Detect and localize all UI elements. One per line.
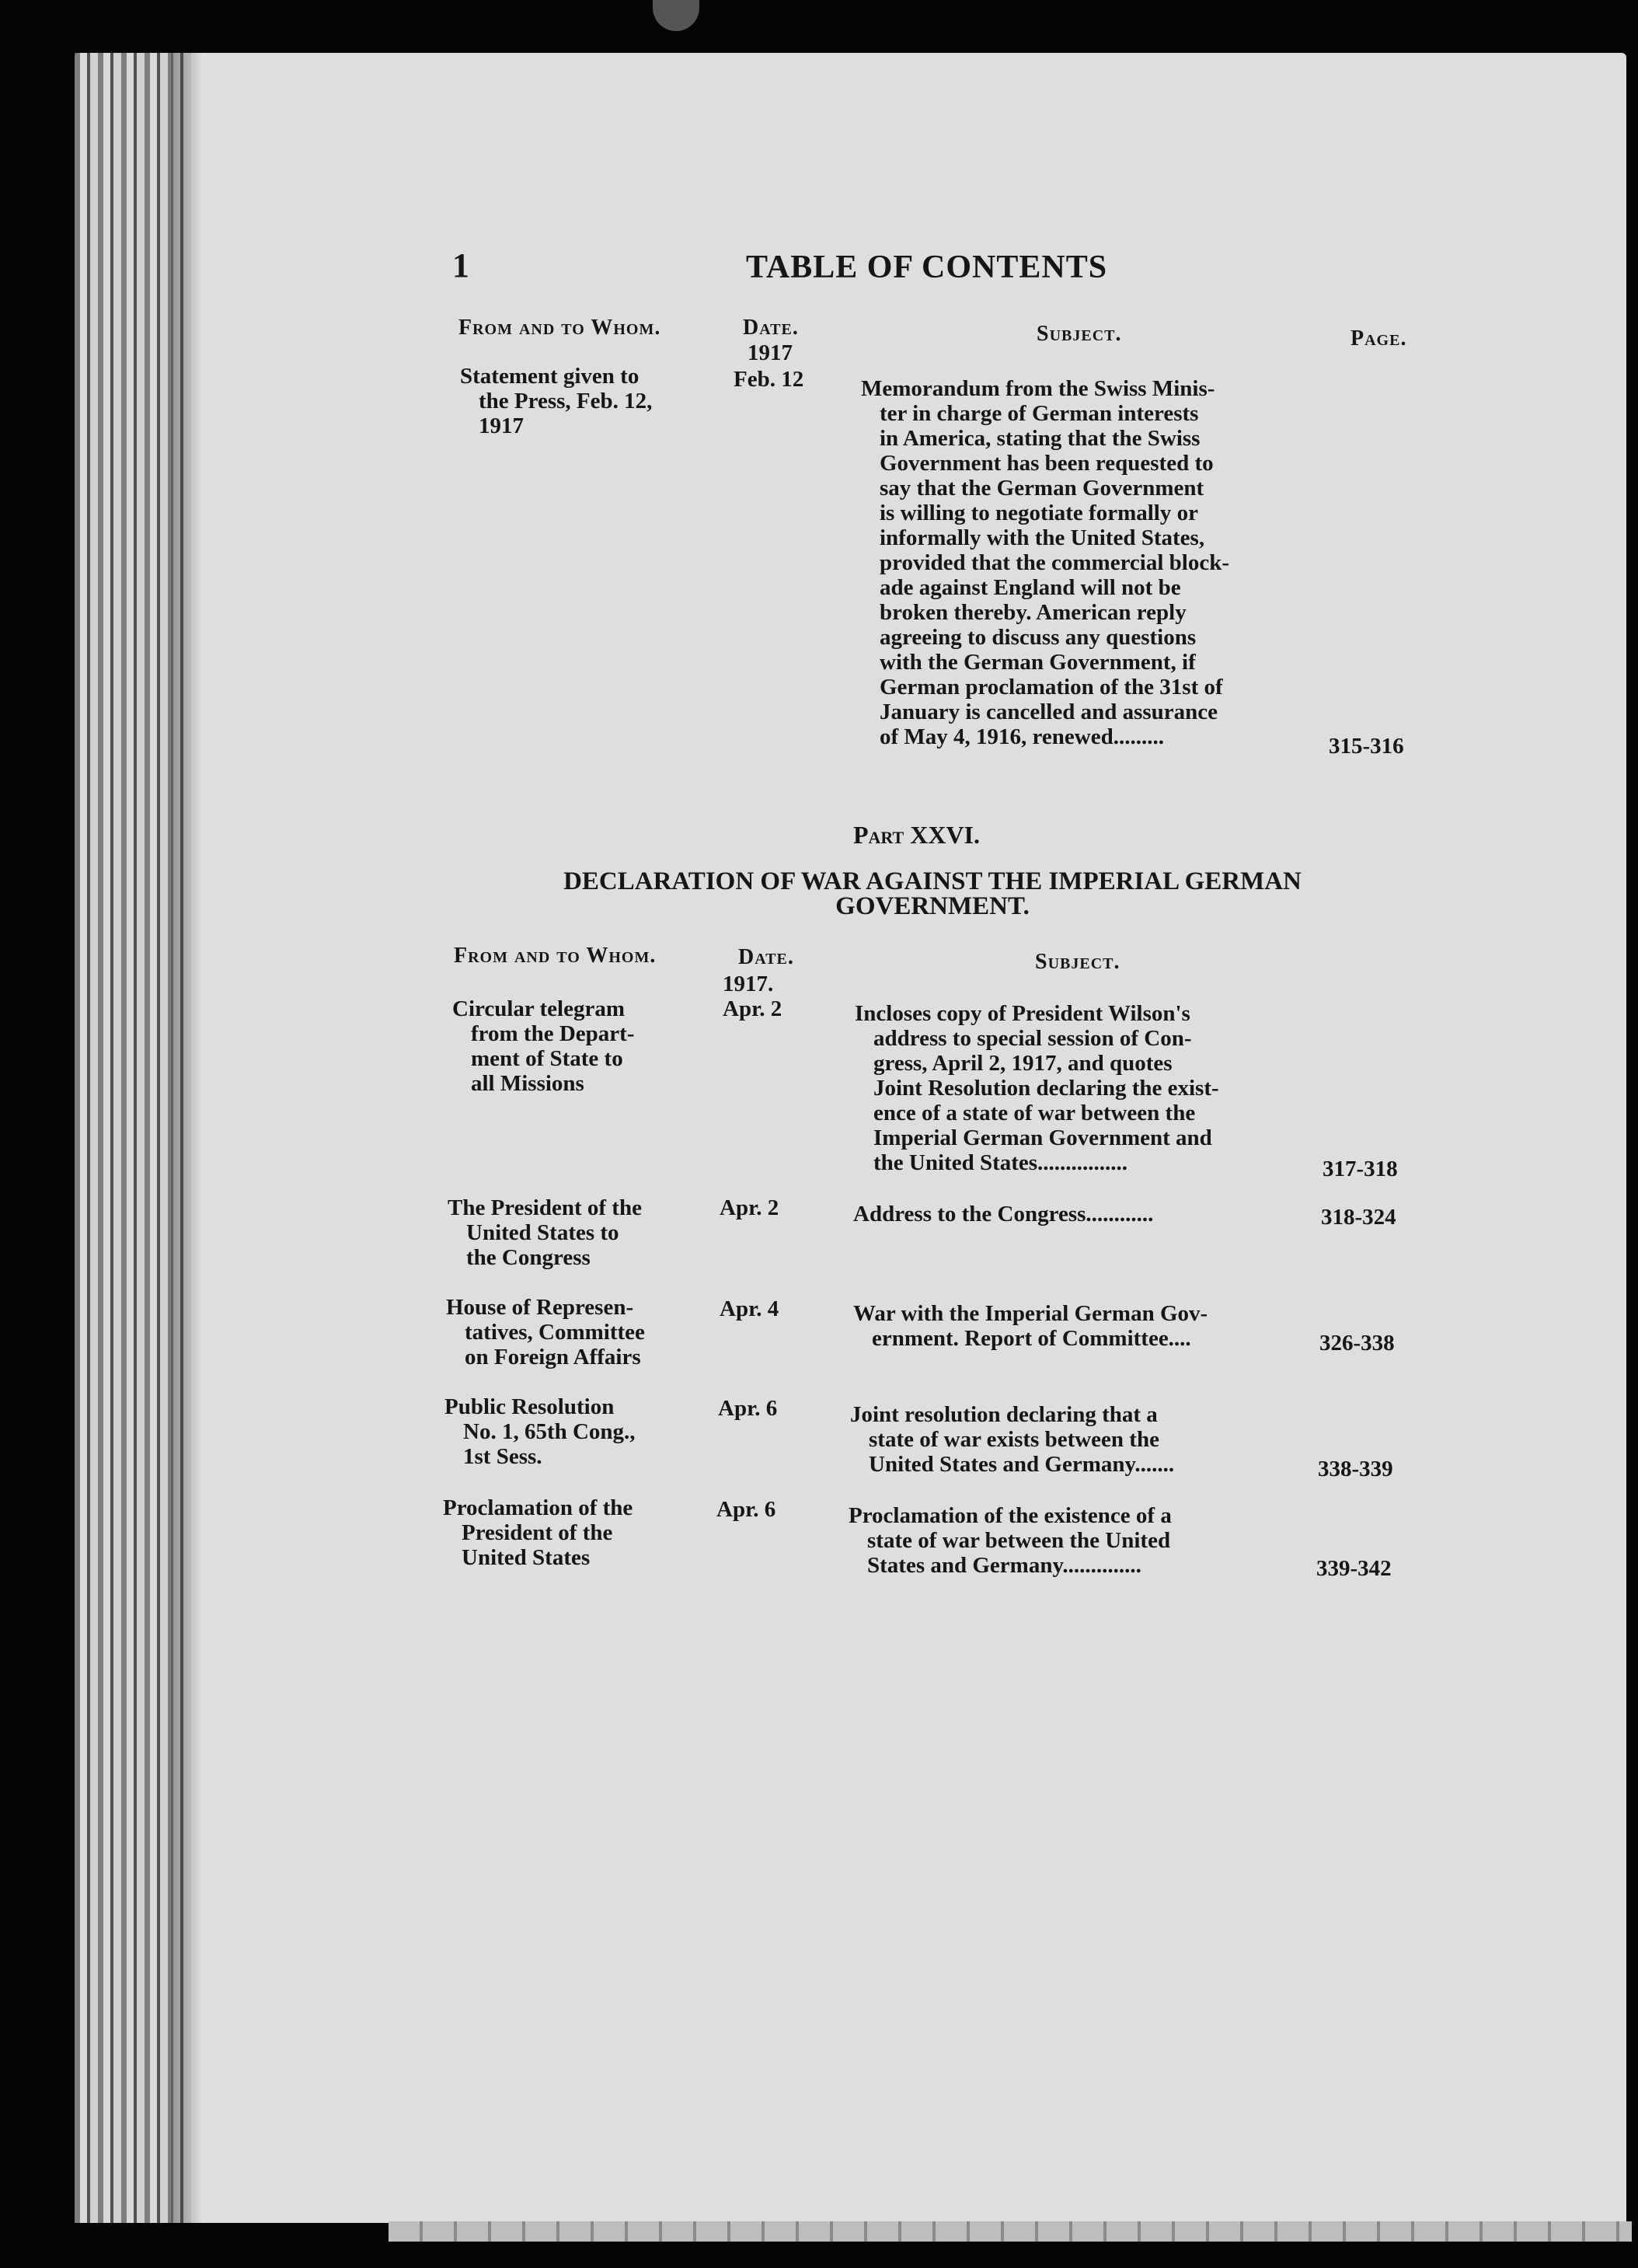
entry-date: Apr. 6 xyxy=(716,1497,776,1522)
header-page: Page. xyxy=(1350,326,1407,351)
header-year-2: 1917. xyxy=(723,972,774,996)
entry-subject: Memorandum from the Swiss Minis- ter in charge of German interests in America, stating that the Swiss Government has been requested to say that the German Government is willing to negotiate formally or informally with the United States, provided that the commercial block- ade against England will not be broken thereby. American reply agreeing to discuss any questions with the German Government, if German proclamation of the 31st of January is cancelled and assurance of May 4, 1916, renewed......... xyxy=(861,376,1229,749)
header-year: 1917 xyxy=(748,340,793,365)
entry-date: Apr. 4 xyxy=(720,1296,779,1321)
page-number: 1 xyxy=(452,246,469,284)
entry-from: Proclamation of the President of the United States xyxy=(443,1495,633,1570)
entry-subject: War with the Imperial German Gov- ernment. Report of Committee.... xyxy=(853,1301,1208,1351)
document-page xyxy=(75,53,1626,2223)
scan-artifact xyxy=(653,0,699,31)
section-heading: DECLARATION OF WAR AGAINST THE IMPERIAL GERMAN GOVERNMENT. xyxy=(563,867,1302,920)
entry-subject: Proclamation of the existence of a state of war between the United States and Germany.............. xyxy=(849,1503,1172,1578)
entry-page: 317-318 xyxy=(1323,1157,1398,1181)
entry-subject: Incloses copy of President Wilson's address to special session of Con- gress, April 2, 1917, and quotes Joint Resolution declaring the exist- ence of a state of war between the Imperial German Government and the United States................ xyxy=(855,1001,1219,1175)
header-date-2: Date. xyxy=(738,945,794,969)
page-title: TABLE OF CONTENTS xyxy=(746,249,1108,285)
entry-from: The President of the United States to the Congress xyxy=(448,1195,642,1270)
entry-from: House of Represen- tatives, Committee on Foreign Affairs xyxy=(446,1295,645,1370)
binding-shadow xyxy=(171,53,202,2223)
entry-page: 338-339 xyxy=(1318,1457,1393,1481)
part-heading: Part XXVI. xyxy=(853,821,981,849)
page-bottom-edge xyxy=(389,2221,1632,2242)
header-from-to: From and to Whom. xyxy=(458,316,661,340)
entry-page: 326-338 xyxy=(1319,1331,1395,1356)
entry-page: 315-316 xyxy=(1329,734,1404,759)
entry-date: Apr. 6 xyxy=(718,1396,778,1421)
entry-page: 318-324 xyxy=(1321,1205,1396,1230)
entry-from: Circular telegram from the Depart- ment of State to all Missions xyxy=(452,996,635,1096)
header-date: Date. xyxy=(743,316,799,340)
header-from-to-2: From and to Whom. xyxy=(454,944,657,968)
entry-page: 339-342 xyxy=(1316,1556,1392,1581)
entry-subject: Address to the Congress............ xyxy=(853,1202,1154,1226)
entry-date: Apr. 2 xyxy=(720,1195,779,1220)
entry-subject: Joint resolution declaring that a state of war exists between the United States and Germany....... xyxy=(850,1402,1175,1477)
entry-date: Feb. 12 xyxy=(734,367,804,392)
header-subject-2: Subject. xyxy=(1035,950,1120,974)
entry-date: Apr. 2 xyxy=(723,996,782,1021)
entry-from: Statement given to the Press, Feb. 12, 1917 xyxy=(460,364,653,438)
entry-from: Public Resolution No. 1, 65th Cong., 1st Sess. xyxy=(444,1394,636,1469)
header-subject: Subject. xyxy=(1037,322,1122,346)
